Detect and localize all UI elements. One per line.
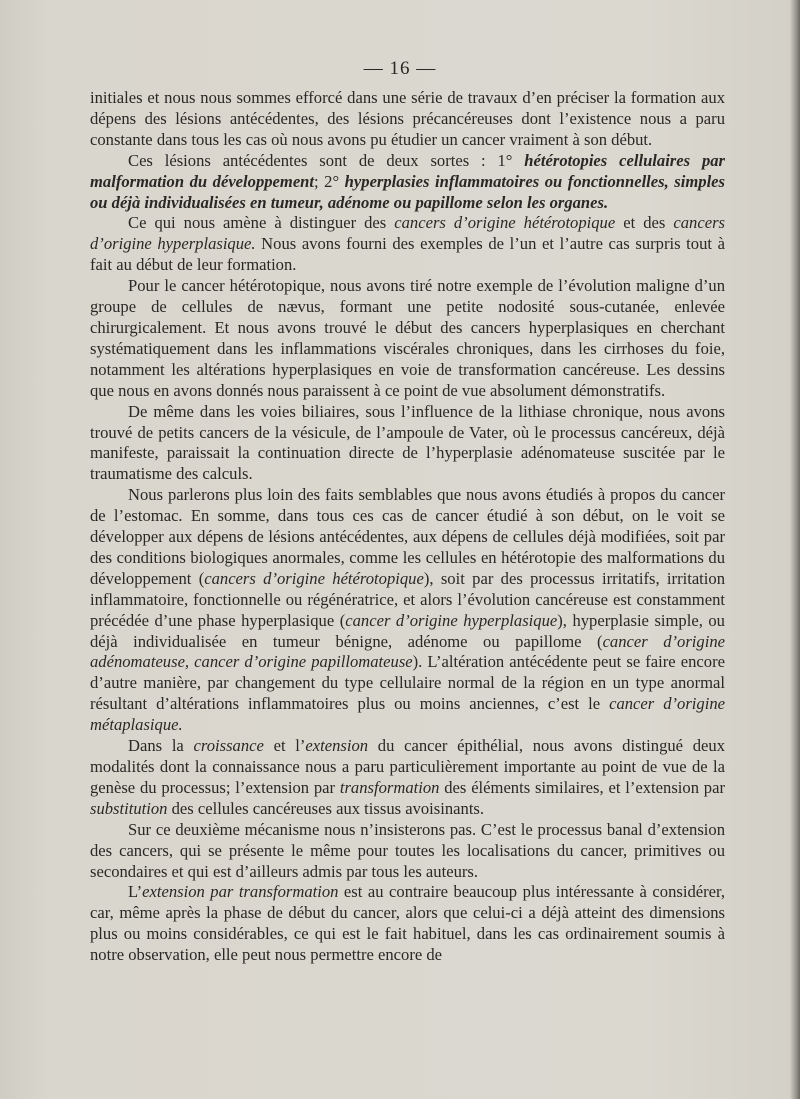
- text-run: et des: [615, 213, 674, 233]
- paragraph: [90, 485, 725, 736]
- emphasized-term: extension: [305, 736, 369, 756]
- text-run: est au contraire beaucoup plus intéressante à considérer, car, même après la phase de début du cancer, alors que celui-ci a déjà atteint des dimensions plus ou moins considérables, ce qui est le fait habituel, dans les cas ordinairement soumis à notre observation, elle peut nous permettre encore de: [90, 882, 726, 965]
- paragraph: [90, 276, 725, 401]
- text-run: des éléments similaires, et l’extension par: [439, 777, 725, 797]
- paragraph: [90, 736, 725, 820]
- paragraph: [90, 882, 725, 966]
- paragraph: [90, 88, 725, 151]
- emphasized-term: cancer d’origine hyperplasique: [345, 610, 558, 630]
- paragraph: [90, 820, 725, 883]
- page-number: — 16 —: [363, 58, 437, 79]
- emphasized-term: cancers d’origine hétérotopique: [204, 568, 424, 588]
- page-edge-shadow: [790, 0, 800, 1099]
- emphasized-term: hyperplasies inflammatoires ou fonctionnelles, simples ou déjà individualisées en tumeur, adénome ou papillome selon les organes.: [90, 171, 726, 212]
- emphasized-term: cancer d’origine métaplasique.: [90, 694, 725, 735]
- emphasized-term: cancer d’origine adénomateuse, cancer d’origine papillomateuse: [90, 631, 725, 672]
- emphasized-term: transformation: [339, 777, 440, 797]
- paragraph: [90, 151, 725, 214]
- text-run: Sur ce deuxième mécanisme nous n’insisterons pas. C’est le processus banal d’extension des cancers, qui se présente le même pour toutes les localisations du cancer, primitives ou secondaires et qui est d’ailleurs admis par tous les auteurs.: [90, 819, 725, 881]
- emphasized-term: hétérotopies cellulaires par malformation du développement: [90, 150, 725, 191]
- body-text: [90, 88, 725, 966]
- text-run: et l’: [263, 736, 306, 756]
- emphasized-term: cancers d’origine hyperplasique.: [90, 213, 725, 254]
- text-run: ). L’altération antécédente peut se faire encore d’autre manière, par changement du type cellulaire normal de la région en un type anormal résultant d’altérations inflammatoires plus ou moins anciennes, c’est le: [90, 652, 725, 714]
- text-run: Nous parlerons plus loin des faits semblables que nous avons étudiés à propos du cancer de l’estomac. En somme, dans tous ces cas de cancer étudié à son début, on le voit se développer aux dépens de lésions antécédentes, aux dépens de cellules déjà modifiées, soit par des conditions biologiques anormales, comme les cellules en hétérotopie des malformations du développement (: [90, 485, 725, 588]
- text-run: Nous avons fourni des exemples de l’un et l’autre cas surpris tout à fait au début de leur formation.: [90, 234, 725, 275]
- text-run: Ces lésions antécédentes sont de deux sortes : 1°: [128, 150, 525, 170]
- text-run: initiales et nous nous sommes efforcé dans une série de travaux d’en préciser la formation aux dépens des lésions antécédentes, des lésions précancéreuses dont l’existence nous a paru constante dans tous les cas où nous avons pu étudier un cancer vraiment à son début.: [90, 88, 725, 149]
- text-run: Ce qui nous amène à distinguer des: [128, 213, 395, 233]
- text-run: des cellules cancéreuses aux tissus avoisinants.: [167, 798, 485, 818]
- text-run: du cancer épithélial, nous avons distingué deux modalités dont la connaissance nous a paru particulièrement importante au point de vue de la genèse du processus; l’extension par: [90, 736, 725, 797]
- text-run: ; 2°: [314, 171, 345, 191]
- text-run: L’: [128, 882, 143, 902]
- emphasized-term: extension par transformation: [142, 882, 339, 902]
- emphasized-term: substitution: [90, 798, 168, 818]
- text-run: ), soit par des processus irritatifs, irritation inflammatoire, fonctionnelle ou régénératrice, et alors l’évolution cancéreuse est constamment précédée d’une phase hyperplasique (: [90, 568, 725, 630]
- text-run: Dans la: [128, 736, 194, 756]
- emphasized-term: croissance: [193, 736, 264, 756]
- text-run: Pour le cancer hétérotopique, nous avons tiré notre exemple de l’évolution maligne d’un groupe de cellules de nævus, formant une petite nodosité sous-cutanée, enlevée chirurgicalement. Et nous avons trouvé le début des cancers hyperplasiques en cherchant systématiquement dans les inflammations viscérales chroniques, dans les cirrhoses du foie, notamment les altérations hyperplasiques en voie de transformation cancéreuse. Les dessins que nous en avons donnés nous paraissent à ce point de vue absolument démonstratifs.: [90, 276, 725, 400]
- emphasized-term: cancers d’origine hétérotopique: [394, 213, 616, 233]
- text-run: ), hyperplasie simple, ou déjà individualisée en tumeur bénigne, adénome ou papillome (: [90, 610, 725, 651]
- paragraph: [90, 213, 725, 276]
- paragraph: [90, 402, 725, 486]
- text-run: De même dans les voies biliaires, sous l’influence de la lithiase chronique, nous avons trouvé de petits cancers de la vésicule, de l’ampoule de Vater, où le processus cancéreux, déjà manifeste, paraissait la continuation directe de l’hyperplasie adénomateuse suscitée par le traumatisme des calculs.: [90, 401, 725, 484]
